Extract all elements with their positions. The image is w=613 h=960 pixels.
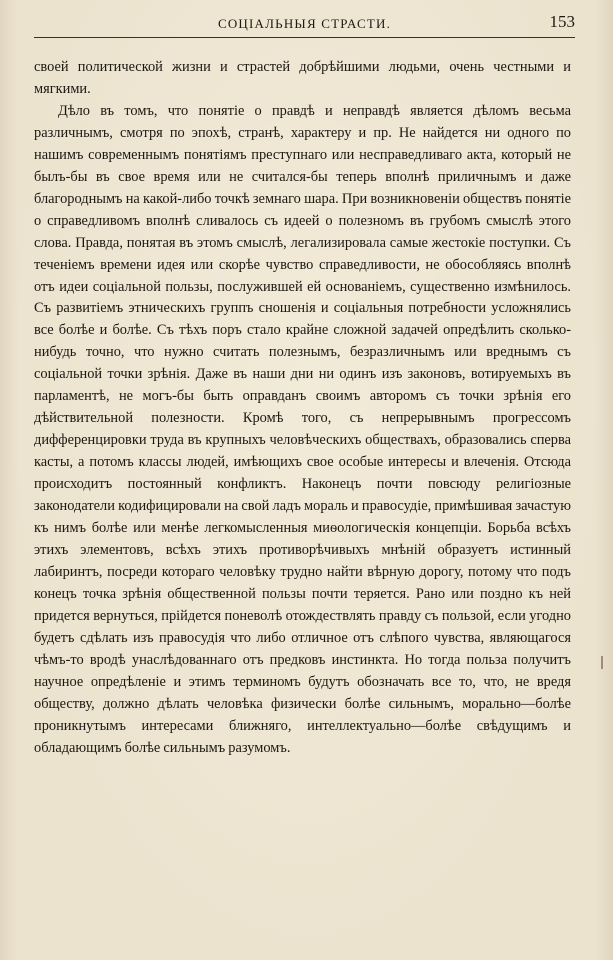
body-text bbox=[34, 57, 571, 760]
paragraph-main: Дѣло въ томъ, что понятіе о правдѣ и неправдѣ является дѣломъ весьма различнымъ, смотря по эпохѣ, странѣ, характеру и пр. Не найдется ни одного по нашимъ современнымъ понятіямъ преступнаго или несправедливаго акта, который не былъ-бы въ свое время или не считался-бы теперь вполнѣ приличнымъ и даже благороднымъ на какой-либо точкѣ земнаго шара. При возникновеніи обществъ понятіе о справедливомъ вполнѣ сливалось съ идеей о полезномъ въ грубомъ смыслѣ этого слова. Правда, понятая въ этомъ смыслѣ, легализировала самые жестокіе поступки. Съ теченіемъ времени идея или скорѣе чувство справедливости, не обособляясь вполнѣ отъ идеи соціальной пользы, послужившей ей основаніемъ, существенно измѣнилось. Съ развитіемъ этническихъ группъ сношенія и соціальныя потребности усложнялись все болѣе и болѣе. Съ тѣхъ поръ стало крайне сложной задачей опредѣлить сколько-нибудь точно, что нужно считать полезнымъ, безразличнымъ или вреднымъ съ соціальной точки зрѣнія. Даже въ наши дни ни одинъ изъ законовъ, вотируемыхъ въ парламентѣ, не могъ-бы быть оправданъ своимъ авторомъ съ точки зрѣнія его дѣйствительной полезности. Кромѣ того, съ непрерывнымъ прогрессомъ дифференцировки труда въ крупныхъ человѣческихъ обществахъ, образовались сперва касты, а потомъ классы людей, имѣющихъ свое особые интересы и влеченія. Отсюда происходитъ постоянный конфликтъ. Наконецъ почти повсюду религіозные законодатели кодифицировали на свой ладъ мораль и правосудіе, примѣшивая зачастую къ нимъ болѣе или менѣе легкомысленныя миѳологическія концепціи. Борьба всѣхъ этихъ элементовъ, всѣхъ этихъ противорѣчивыхъ мнѣній образуетъ истинный лабиринтъ, посреди котораго человѣку трудно найти вѣрную дорогу, потому что подъ конецъ точка зрѣнія общественной пользы почти теряется. Рано или поздно къ ней придется вернуться, прійдется поневолѣ отождествлять правду съ пользой, если угодно будетъ сдѣлать изъ правосудія что либо отличное отъ слѣпого чувства, являющагося чѣмъ-то вродѣ унаслѣдованнаго отъ предковъ инстинкта. Но тогда польза получитъ научное опредѣленіе и этимъ терминомъ будутъ обозначать все то, что, не вредя обществу, должно дѣлать человѣка физически болѣе сильнымъ, морально—болѣе проникнутымъ интересами ближняго, интеллектуально—болѣе свѣдущимъ и обладающимъ болѣе сильнымъ разумомъ. bbox=[34, 102, 571, 756]
header-rule bbox=[34, 37, 575, 38]
paragraph-continuation: своей политической жизни и страстей добрѣйшими людьми, очень честными и мягкими. bbox=[34, 59, 571, 97]
running-title: СОЦІАЛЬНЫЯ СТРАСТИ. bbox=[217, 16, 392, 31]
margin-mark bbox=[601, 656, 603, 669]
page-number: 153 bbox=[549, 12, 575, 31]
page-header bbox=[34, 12, 575, 34]
